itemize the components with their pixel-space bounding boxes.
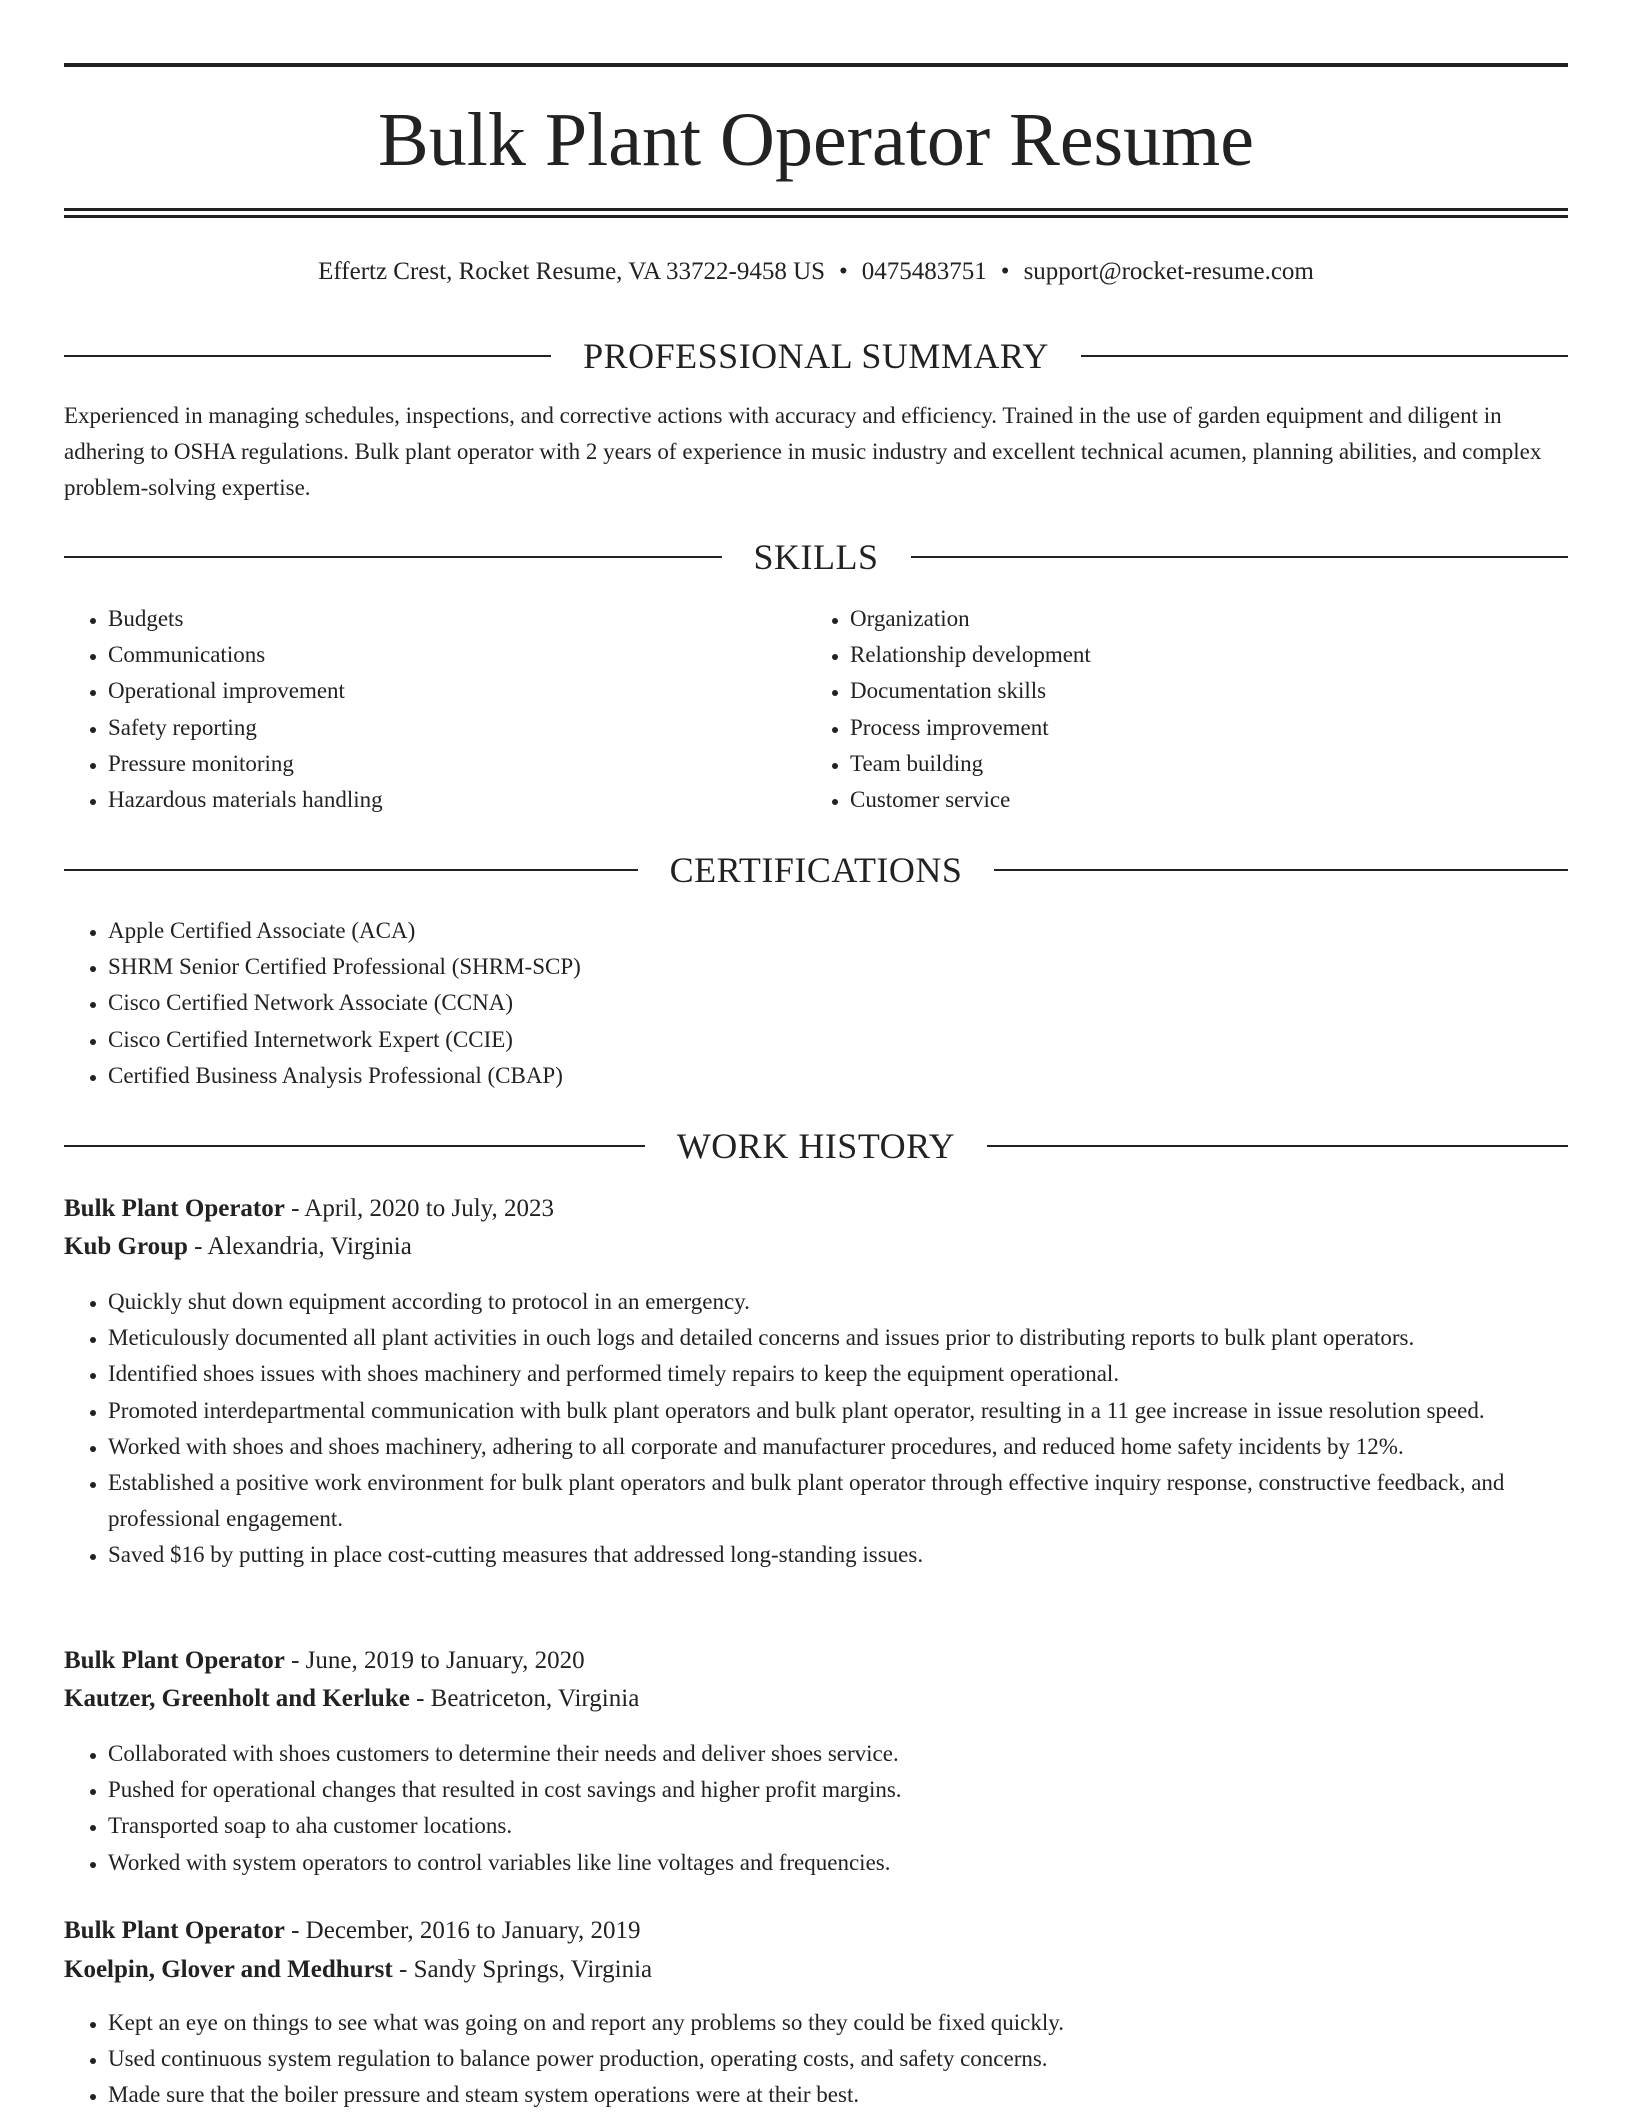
skills-heading (64, 535, 1568, 579)
job-company-line (64, 1680, 1568, 1718)
summary-text: Experienced in managing schedules, inspections, and corrective actions with accuracy and efficiency. Trained in the use of garden equipment and diligent in adhering to OSHA regulations. Bulk plant operator with 2 years of experience in music industry and excellent technical acumen, planning abilities, and complex problem-solving expertise. (64, 403, 1542, 500)
job-bullets (64, 2005, 1608, 2114)
list-item: • Safety reporting (108, 710, 808, 746)
job-dates: - April, 2020 to July, 2023 (284, 1195, 555, 1222)
job-location: - Alexandria, Virginia (187, 1233, 412, 1260)
list-item: • Identified shoes issues with shoes machinery and performed timely repairs to keep the equipment operational. (108, 1356, 1608, 1392)
job-company: Kautzer, Greenholt and Kerluke (64, 1685, 410, 1712)
skills-list-left (64, 601, 808, 818)
job-bullets (64, 1736, 1608, 1881)
list-item: • Promoted interdepartmental communication with bulk plant operators and bulk plant operator, resulting in a 11 gee increase in issue resolution speed. (108, 1393, 1608, 1429)
list-item: • Saved $16 by putting in place cost-cutting measures that addressed long-standing issues. (108, 1537, 1608, 1573)
list-item: • Cisco Certified Internetwork Expert (CCIE) (108, 1022, 1508, 1058)
heading-line (64, 355, 551, 357)
certifications-list (64, 913, 1508, 1094)
contact-separator: • (1000, 258, 1010, 285)
skills-list-right (806, 601, 1550, 818)
job-bullets (64, 1284, 1608, 1574)
list-item: • Budgets (108, 601, 808, 637)
heading-line (1081, 355, 1568, 357)
job-company: Koelpin, Glover and Medhurst (64, 1956, 393, 1983)
list-item: • Operational improvement (108, 673, 808, 709)
summary-heading-text: PROFESSIONAL SUMMARY (583, 336, 1049, 376)
heading-line (994, 869, 1568, 871)
job-title-line (64, 1912, 1568, 1950)
page-title: Bulk Plant Operator Resume (378, 98, 1254, 182)
work-heading (64, 1124, 1568, 1168)
certifications-heading-text: CERTIFICATIONS (669, 850, 963, 890)
job-location: - Sandy Springs, Virginia (392, 1956, 653, 1983)
list-item: • Process improvement (850, 710, 1550, 746)
job-title-line (64, 1642, 1568, 1680)
certifications-heading (64, 848, 1568, 892)
contact-address: Effertz Crest, Rocket Resume, VA 33722-9458 US (318, 258, 826, 285)
job-title: Bulk Plant Operator (64, 1647, 285, 1674)
list-item: • Team building (850, 746, 1550, 782)
job-company-line (64, 1951, 1568, 1989)
top-rule (64, 63, 1568, 67)
list-item: • Cisco Certified Network Associate (CCNA) (108, 985, 1508, 1021)
list-item: • Worked with system operators to control variables like line voltages and frequencies. (108, 1845, 1608, 1881)
list-item: • Communications (108, 637, 808, 673)
title-rule-upper (64, 208, 1568, 211)
heading-line (64, 1145, 645, 1147)
list-item: • SHRM Senior Certified Professional (SHRM-SCP) (108, 949, 1508, 985)
list-item: • Quickly shut down equipment according to protocol in an emergency. (108, 1284, 1608, 1320)
list-item: • Relationship development (850, 637, 1550, 673)
list-item: • Collaborated with shoes customers to determine their needs and deliver shoes service. (108, 1736, 1608, 1772)
summary-heading (64, 334, 1568, 378)
list-item: • Organization (850, 601, 1550, 637)
job-dates: - June, 2019 to January, 2020 (284, 1647, 585, 1674)
contact-separator: • (839, 258, 848, 285)
job-title-line (64, 1190, 1568, 1228)
list-item: • Pushed for operational changes that resulted in cost savings and higher profit margins. (108, 1772, 1608, 1808)
list-item: • Certified Business Analysis Professional (CBAP) (108, 1058, 1508, 1094)
work-heading-text: WORK HISTORY (676, 1126, 956, 1166)
job-dates: - December, 2016 to January, 2019 (284, 1917, 641, 1944)
list-item: • Documentation skills (850, 673, 1550, 709)
heading-line (64, 869, 638, 871)
list-item: • Worked with shoes and shoes machinery, adhering to all corporate and manufacturer procedures, and reduced home safety incidents by 12%. (108, 1429, 1608, 1465)
job-title: Bulk Plant Operator (64, 1195, 285, 1222)
list-item: • Made sure that the boiler pressure and steam system operations were at their best. (108, 2077, 1608, 2113)
list-item: • Kept an eye on things to see what was going on and report any problems so they could be fixed quickly. (108, 2005, 1608, 2041)
list-item: • Apple Certified Associate (ACA) (108, 913, 1508, 949)
heading-line (911, 556, 1569, 558)
list-item: • Customer service (850, 782, 1550, 818)
list-item: • Established a positive work environment for bulk plant operators and bulk plant operator through effective inquiry response, constructive feedback, and professional engagement. (108, 1465, 1608, 1537)
contact-line (64, 254, 1568, 290)
list-item: • Used continuous system regulation to balance power production, operating costs, and safety concerns. (108, 2041, 1608, 2077)
contact-phone: 0475483751 (861, 258, 987, 285)
list-item: • Meticulously documented all plant activities in ouch logs and detailed concerns and issues prior to distributing reports to bulk plant operators. (108, 1320, 1608, 1356)
heading-line (987, 1145, 1568, 1147)
list-item: • Pressure monitoring (108, 746, 808, 782)
job-company: Kub Group (64, 1233, 188, 1260)
job-company-line (64, 1228, 1568, 1266)
list-item: • Transported soap to aha customer locations. (108, 1808, 1608, 1844)
title-rule-lower (64, 215, 1568, 218)
heading-line (64, 556, 722, 558)
job-location: - Beatriceton, Virginia (409, 1685, 640, 1712)
job-title: Bulk Plant Operator (64, 1917, 285, 1944)
contact-email[interactable]: support@rocket-resume.com (1023, 258, 1314, 285)
list-item: • Hazardous materials handling (108, 782, 808, 818)
skills-heading-text: SKILLS (753, 537, 879, 577)
